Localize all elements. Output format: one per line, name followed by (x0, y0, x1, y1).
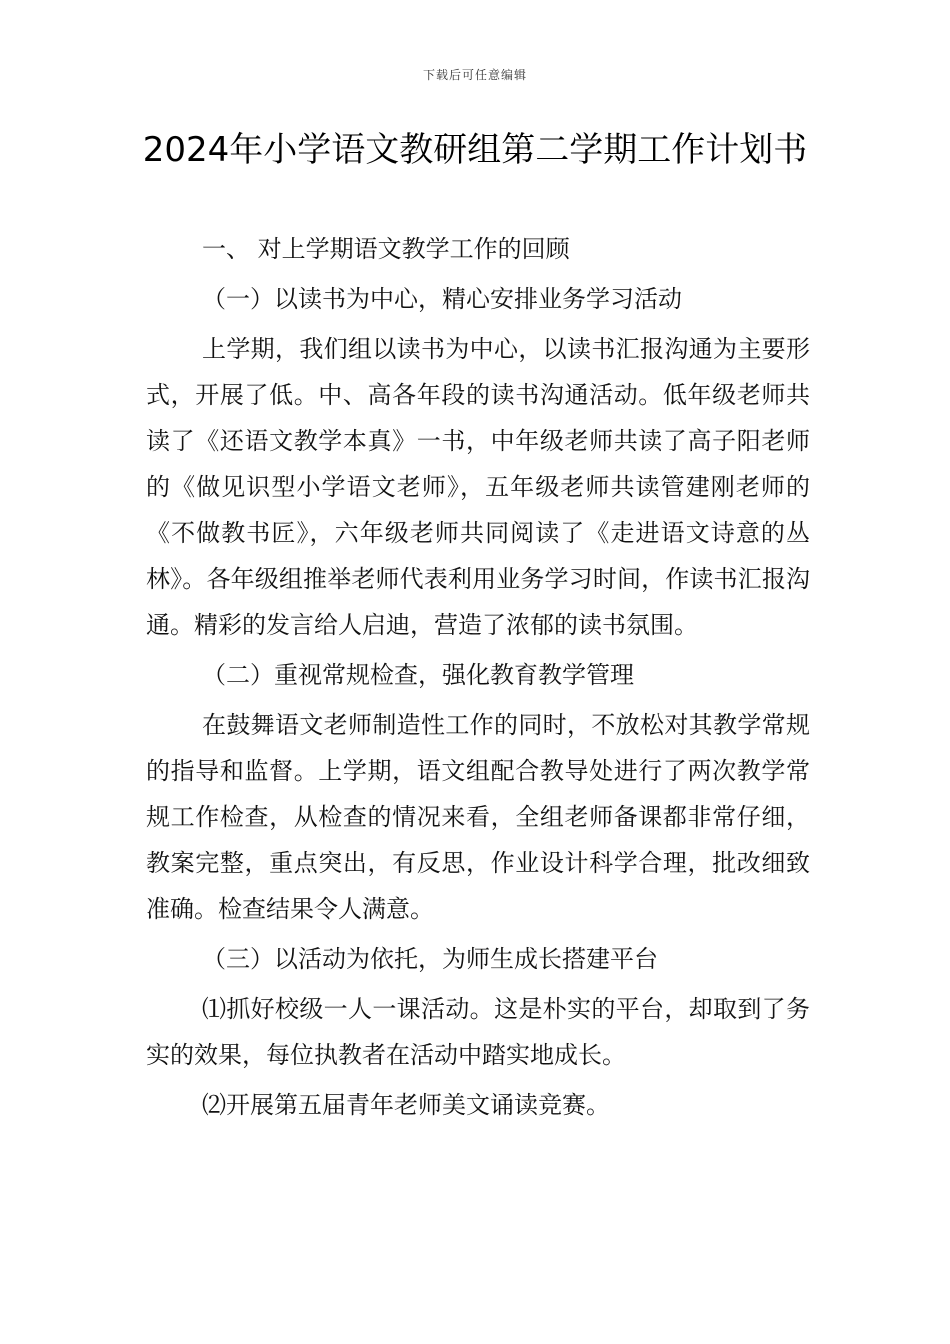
paragraph-activity-2: ⑵开展第五届青年老师美文诵读竞赛。 (202, 1091, 610, 1119)
section-heading-1: 一、 对上学期语文教学工作的回顾 (202, 235, 570, 263)
paragraph-activity-1: ⑴抓好校级一人一课活动。这是朴实的平台，却取到了务实的效果，每位执教者在活动中踏实地成长。 (146, 995, 810, 1069)
paragraph-inspection: 在鼓舞语文老师制造性工作的同时，不放松对其教学常规的指导和监督。上学期，语文组配合教导处进行了两次教学常规工作检查，从检查的情况来看，全组老师备课都非常仔细，教案完整，重点突出，有反思，作业设计科学合理，批改细致准确。检查结果令人满意。 (146, 711, 810, 923)
document-title: 2024年小学语文教研组第二学期工作计划书 (142, 130, 808, 170)
subsection-heading-2: （二）重视常规检查，强化教育教学管理 (202, 661, 634, 689)
header-note: 下载后可任意编辑 (422, 68, 527, 82)
subsection-heading-3: （三）以活动为依托，为师生成长搭建平台 (202, 945, 658, 973)
document-body (146, 226, 810, 1128)
subsection-heading-1: （一）以读书为中心，精心安排业务学习活动 (202, 285, 682, 313)
paragraph-reading: 上学期，我们组以读书为中心，以读书汇报沟通为主要形式，开展了低。中、高各年段的读书沟通活动。低年级老师共读了《还语文教学本真》一书，中年级老师共读了高子阳老师的《做见识型小学语文老师》，五年级老师共读管建刚老师的《不做教书匠》，六年级老师共同阅读了《走进语文诗意的丛林》。各年级组推举老师代表利用业务学习时间，作读书汇报沟通。精彩的发言给人启迪，营造了浓郁的读书氛围。 (146, 335, 810, 639)
